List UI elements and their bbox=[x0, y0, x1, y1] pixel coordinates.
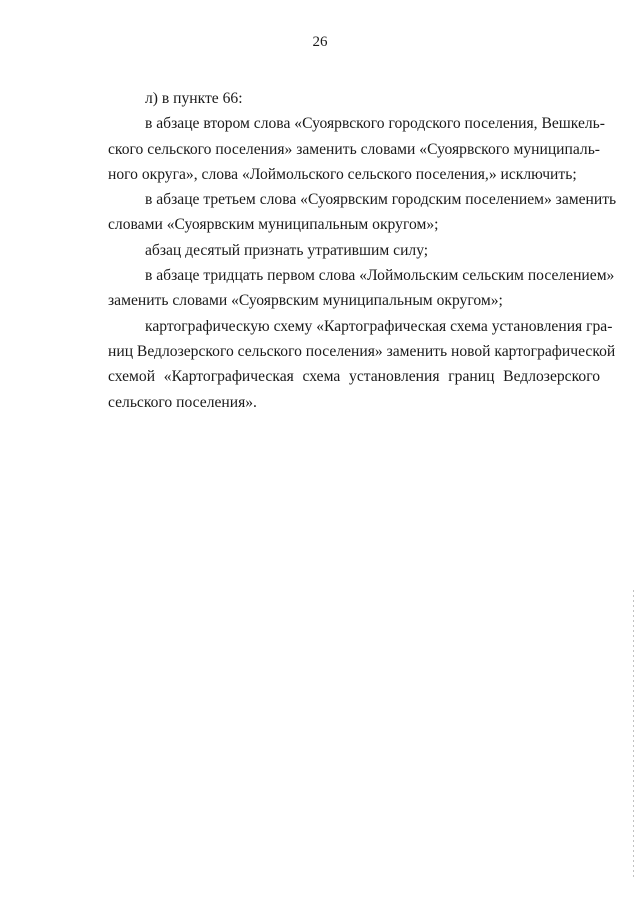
text-line: ного округа», слова «Лоймольского сельского поселения,» исключить; bbox=[108, 165, 577, 183]
text-line: ского сельского поселения» заменить словами «Суоярвского муниципаль- bbox=[108, 140, 600, 158]
text-line: л) в пункте 66: bbox=[145, 90, 243, 107]
text-line: схемой «Картографическая схема установления границ Ведлозерского bbox=[108, 368, 600, 386]
text-line: в абзаце втором слова «Суоярвского городского поселения, Вешкель- bbox=[145, 115, 605, 133]
text-line: в абзаце тридцать первом слова «Лоймольским сельским поселением» bbox=[145, 267, 615, 285]
document-body bbox=[108, 86, 617, 415]
text-line: словами «Суоярвским муниципальным округом»; bbox=[108, 216, 439, 234]
scan-edge-artifact bbox=[633, 590, 634, 880]
text-line: ниц Ведлозерского сельского поселения» заменить новой картографической bbox=[108, 342, 616, 360]
text-line: сельского поселения». bbox=[108, 393, 257, 411]
text-line: абзац десятый признать утратившим силу; bbox=[145, 241, 429, 259]
text-line: картографическую схему «Картографическая схема установления гра- bbox=[145, 317, 613, 335]
text-line: заменить словами «Суоярвским муниципальным округом»; bbox=[108, 292, 503, 310]
page-number: 26 bbox=[312, 34, 328, 50]
text-line: в абзаце третьем слова «Суоярвским городским поселением» заменить bbox=[145, 191, 617, 209]
